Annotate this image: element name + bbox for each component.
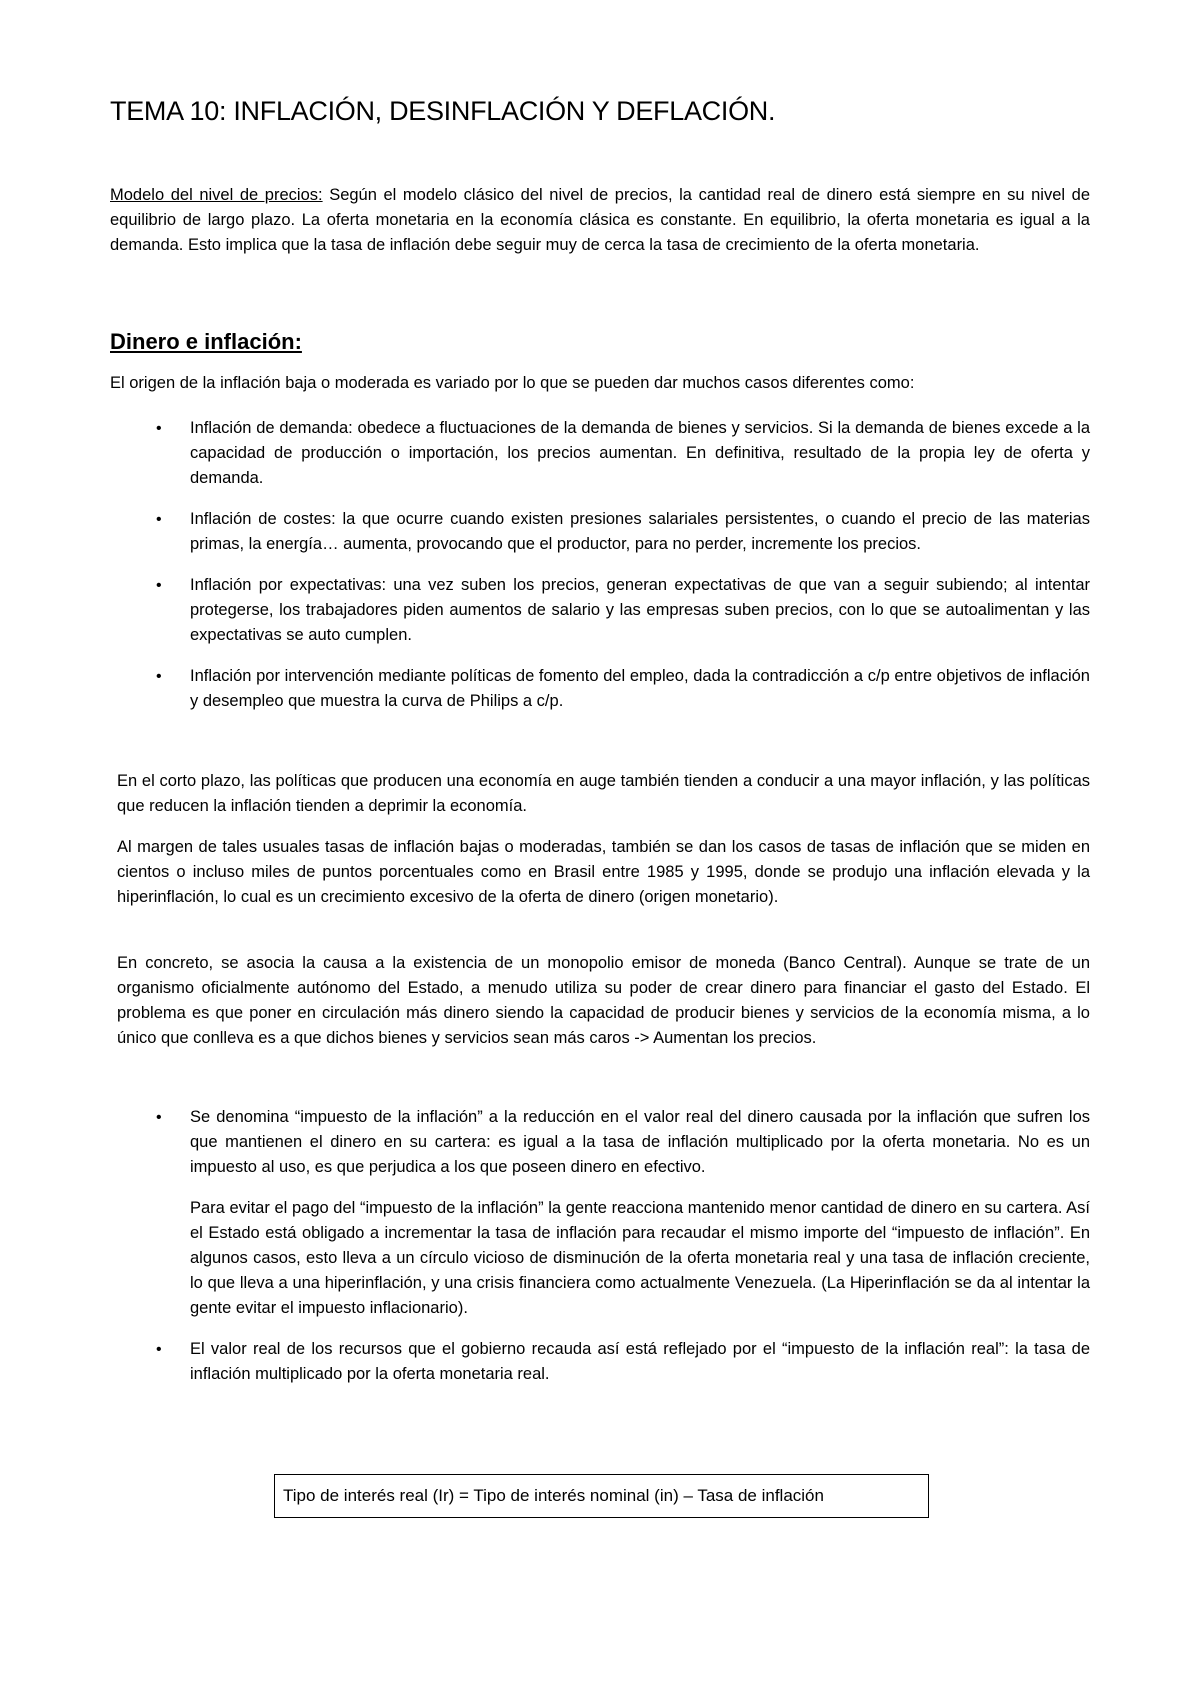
list-item <box>110 416 1090 491</box>
bullet-icon: • <box>156 1109 162 1126</box>
list-item <box>110 507 1090 557</box>
list-item <box>110 573 1090 648</box>
list-item <box>110 1337 1090 1387</box>
list-item-text: Se denomina “impuesto de la inflación” a la reducción en el valor real del dinero causada por la inflación que sufren los que mantienen el dinero en su cartera: es igual a la tasa de inflación multiplicado por la oferta monetaria. No es un impuesto al uso, es que perjudica a los que poseen dinero en efectivo. <box>190 1108 1090 1176</box>
page-title: TEMA 10: INFLACIÓN, DESINFLACIÓN Y DEFLACIÓN. <box>110 96 776 126</box>
bullet-icon: • <box>156 577 162 594</box>
list-item-text: Inflación por expectativas: una vez suben los precios, generan expectativas de que van a seguir subiendo; al intentar protegerse, los trabajadores piden aumentos de salario y las empresas suben precios, con lo que se autoalimentan y las expectativas se auto cumplen. <box>190 576 1090 644</box>
intro-lead: Modelo del nivel de precios: <box>110 186 323 204</box>
intro-text: Según el modelo clásico del nivel de precios, la cantidad real de dinero está siempre en su nivel de equilibrio de largo plazo. La oferta monetaria en la economía clásica es constante. En equilibrio, la oferta monetaria es igual a la demanda. Esto implica que la tasa de inflación debe seguir muy de cerca la tasa de crecimiento de la oferta monetaria. <box>110 186 1090 254</box>
inflation-tax-list <box>110 1105 1090 1403</box>
body-paragraph: En el corto plazo, las políticas que producen una economía en auge también tienden a conducir a una mayor inflación, y las políticas que reducen la inflación tienden a deprimir la economía. <box>117 772 1090 815</box>
list-item <box>110 664 1090 714</box>
inflation-types-list <box>110 416 1090 730</box>
list-item-text: Inflación por intervención mediante políticas de fomento del empleo, dada la contradicción a c/p entre objetivos de inflación y desempleo que muestra la curva de Philips a c/p. <box>190 667 1090 710</box>
list-item-text: El valor real de los recursos que el gobierno recauda así está reflejado por el “impuesto de la inflación real”: la tasa de inflación multiplicado por la oferta monetaria real. <box>190 1340 1090 1383</box>
formula-box: Tipo de interés real (Ir) = Tipo de interés nominal (in) – Tasa de inflación <box>274 1474 929 1518</box>
bullet-icon: • <box>156 511 162 528</box>
section-heading: Dinero e inflación: <box>110 329 302 354</box>
origin-paragraph: El origen de la inflación baja o moderada es variado por lo que se pueden dar muchos casos diferentes como: <box>110 374 915 392</box>
list-item-text: Inflación de demanda: obedece a fluctuaciones de la demanda de bienes y servicios. Si la demanda de bienes excede a la capacidad de producción o importación, los precios aumentan. En definitiva, resultado de la propia ley de oferta y demanda. <box>190 419 1090 487</box>
list-subparagraph: Para evitar el pago del “impuesto de la inflación” la gente reacciona mantenido menor cantidad de dinero en su cartera. Así el Estado está obligado a incrementar la tasa de inflación para recaudar el mismo importe del “impuesto de inflación”. En algunos casos, esto lleva a un círculo vicioso de disminución de la oferta monetaria real y una tasa de inflación creciente, lo que lleva a una hiperinflación, y una crisis financiera como actualmente Venezuela. (La Hiperinflación se da al intentar la gente evitar el impuesto inflacionario). <box>190 1199 1090 1317</box>
body-paragraph: Al margen de tales usuales tasas de inflación bajas o moderadas, también se dan los casos de tasas de inflación que se miden en cientos o incluso miles de puntos porcentuales como en Brasil entre 1985 y 1995, donde se produjo una inflación elevada y la hiperinflación, lo cual es un crecimiento excesivo de la oferta de dinero (origen monetario). <box>117 838 1090 906</box>
bullet-icon: • <box>156 420 162 437</box>
list-item <box>110 1105 1090 1180</box>
list-item-text: Inflación de costes: la que ocurre cuando existen presiones salariales persistentes, o cuando el precio de las materias primas, la energía… aumenta, provocando que el productor, para no perder, incremente los precios. <box>190 510 1090 553</box>
bullet-icon: • <box>156 1341 162 1358</box>
intro-paragraph <box>110 183 1090 258</box>
body-paragraph: En concreto, se asocia la causa a la existencia de un monopolio emisor de moneda (Banco Central). Aunque se trate de un organismo oficialmente autónomo del Estado, a menudo utiliza su poder de crear dinero para financiar el gasto del Estado. El problema es que poner en circulación más dinero siendo la capacidad de producir bienes y servicios de la economía misma, a lo único que conlleva es a que dichos bienes y servicios sean más caros -> Aumentan los precios. <box>117 954 1090 1047</box>
bullet-icon: • <box>156 668 162 685</box>
